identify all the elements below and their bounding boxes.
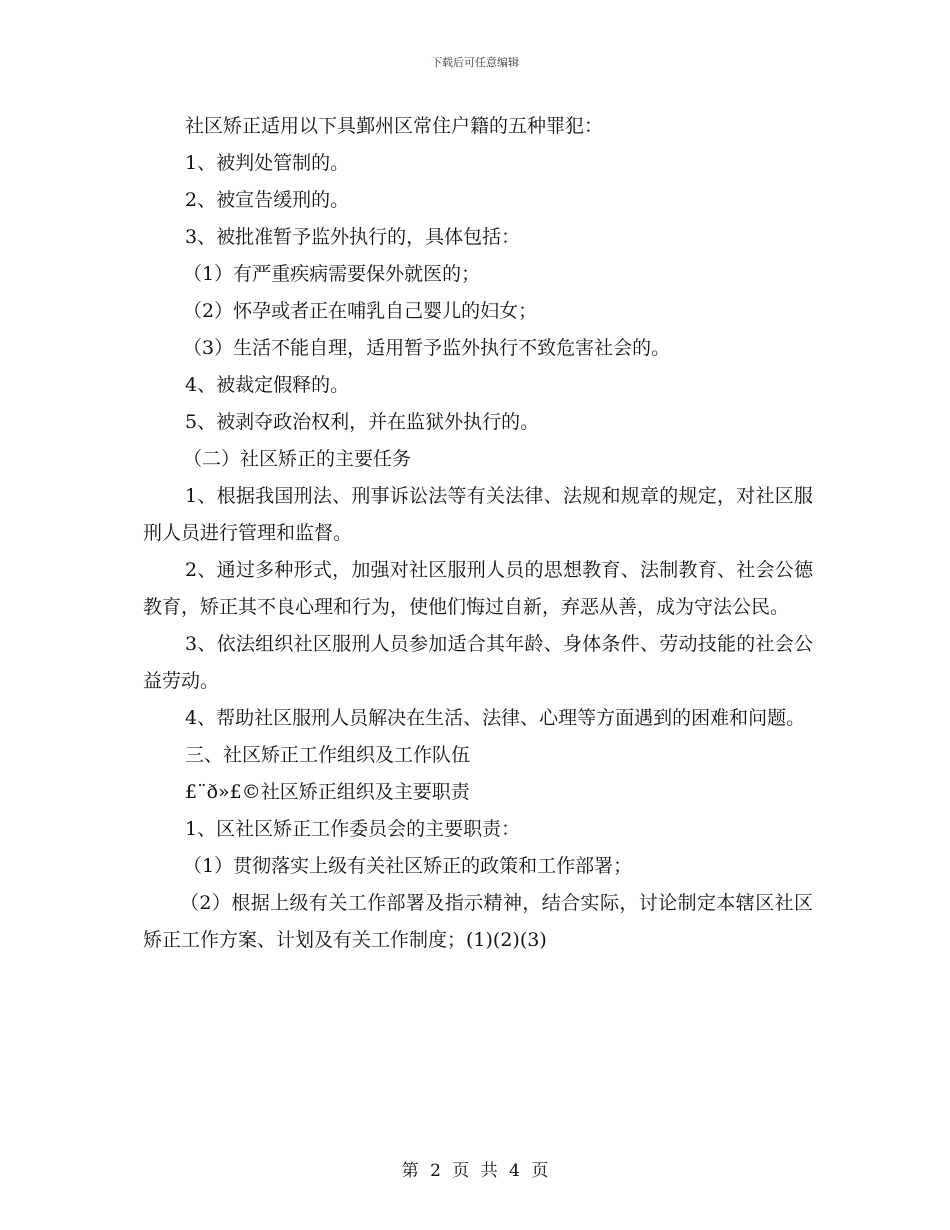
paragraph-intro: 社区矫正适用以下具鄞州区常住户籍的五种罪犯： bbox=[185, 115, 604, 137]
paragraph: 3、依法组织社区服刑人员参加适合其年龄、身体条件、劳动技能的社会公益劳动。 bbox=[143, 633, 813, 692]
sub-list-item: （2）怀孕或者正在哺乳自己婴儿的妇女； bbox=[183, 300, 538, 322]
page-number: 第 2 页 共 4 页 bbox=[401, 1161, 549, 1181]
list-item: 2、被宣告缓刑的。 bbox=[185, 189, 350, 211]
section-heading: £¨ð»£©社区矫正组织及主要职责 bbox=[185, 781, 470, 803]
list-item: 5、被剥夺政治权利，并在监狱外执行的。 bbox=[185, 411, 540, 433]
sub-list-item: （1）贯彻落实上级有关社区矫正的政策和工作部署； bbox=[183, 855, 633, 877]
paragraph: 1、根据我国刑法、刑事诉讼法等有关法律、法规和规章的规定，对社区服刑人员进行管理和监督。 bbox=[143, 485, 813, 544]
paragraph: 2、通过多种形式，加强对社区服刑人员的思想教育、法制教育、社会公德教育，矫正其不良心理和行为，使他们悔过自新，弃恶从善，成为守法公民。 bbox=[143, 559, 813, 618]
paragraph: 4、帮助社区服刑人员解决在生活、法律、心理等方面遇到的困难和问题。 bbox=[185, 707, 806, 729]
page-header-note: 下载后可任意编辑 bbox=[431, 56, 519, 69]
section-heading: （二）社区矫正的主要任务 bbox=[183, 448, 412, 470]
list-item: 1、被判处管制的。 bbox=[185, 152, 350, 174]
sub-list-item: （2）根据上级有关工作部署及指示精神，结合实际，讨论制定本辖区社区矫正工作方案、计划及有关工作制度；(1)(2)(3) bbox=[143, 892, 813, 951]
list-item: 1、区社区矫正工作委员会的主要职责： bbox=[185, 818, 521, 840]
document-body bbox=[143, 108, 813, 959]
list-item: 3、被批准暂予监外执行的，具体包括： bbox=[185, 226, 521, 248]
sub-list-item: （1）有严重疾病需要保外就医的； bbox=[183, 263, 481, 285]
list-item: 4、被裁定假释的。 bbox=[185, 374, 350, 396]
section-heading: 三、社区矫正工作组织及工作队伍 bbox=[185, 744, 471, 766]
sub-list-item: （3）生活不能自理，适用暂予监外执行不致危害社会的。 bbox=[183, 337, 671, 359]
